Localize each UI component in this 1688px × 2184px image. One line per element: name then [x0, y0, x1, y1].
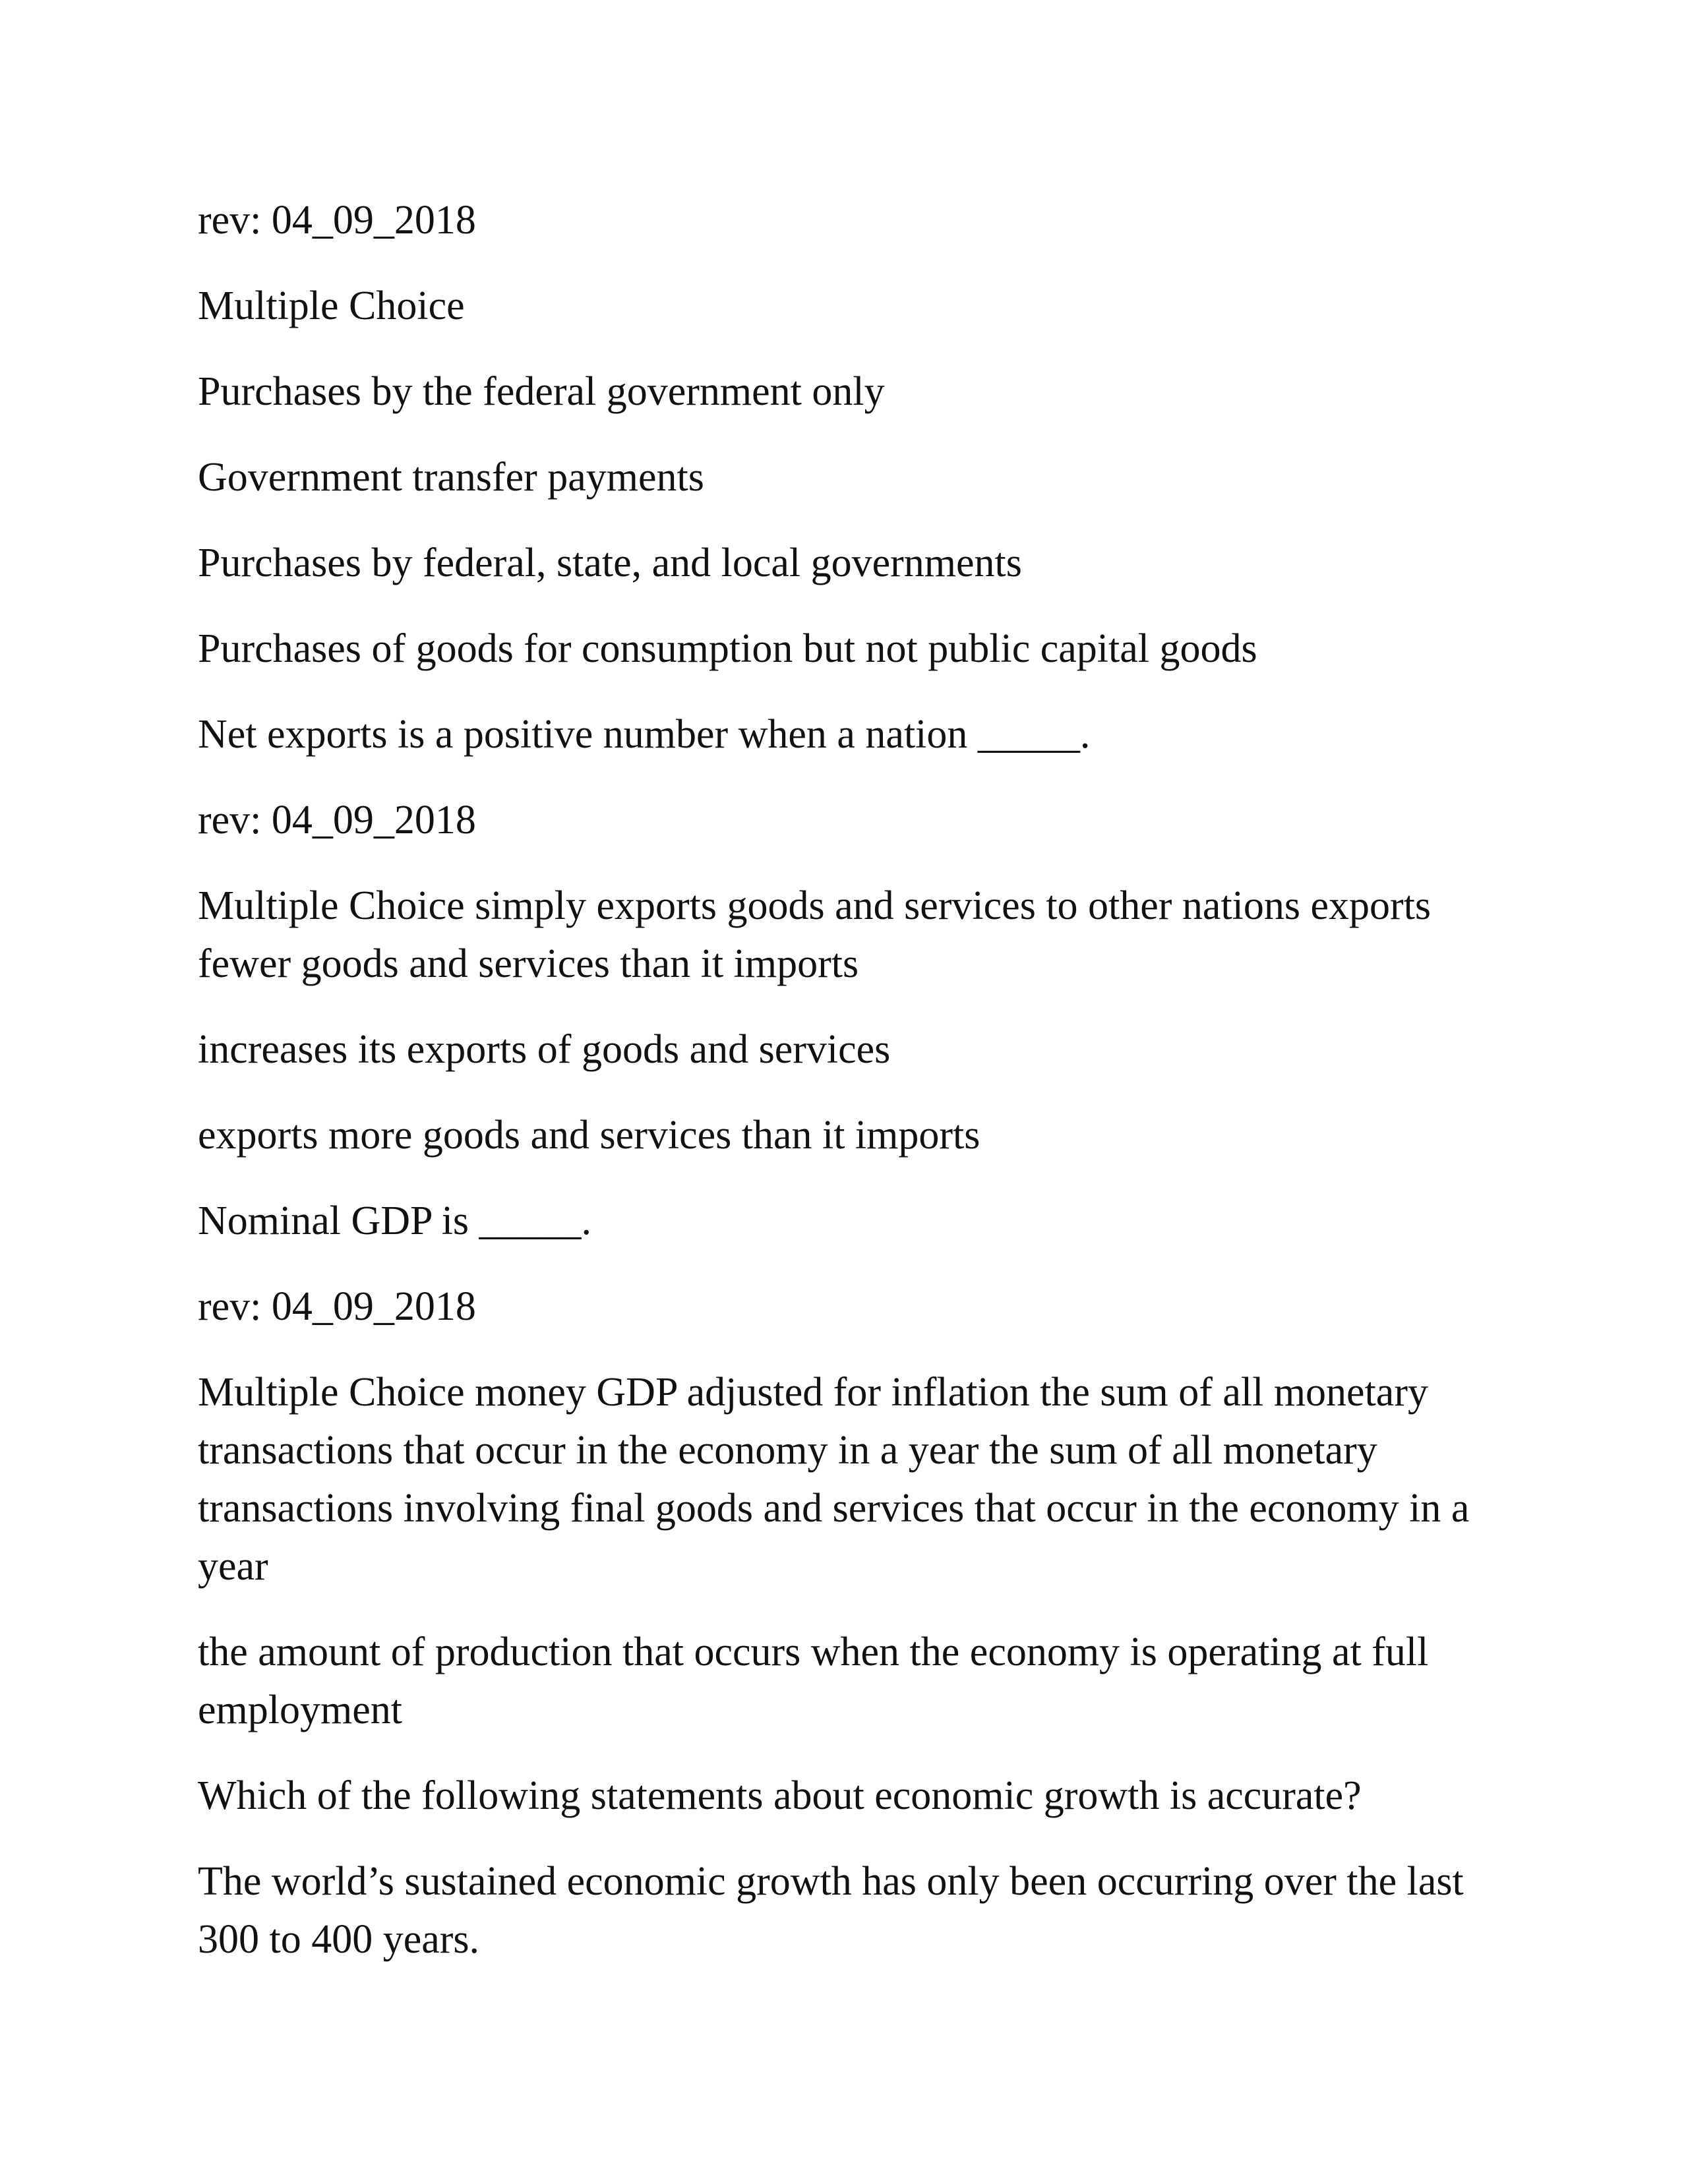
revision-line: rev: 04_09_2018: [198, 198, 476, 243]
answer-option: the amount of production that occurs when the economy is operating at full employment: [198, 1630, 1429, 1732]
question-text: Which of the following statements about economic growth is accurate?: [198, 1773, 1362, 1818]
answer-option: Purchases of goods for consumption but not public capital goods: [198, 626, 1257, 671]
answer-option: exports more goods and services than it imports: [198, 1113, 980, 1158]
question-text: Net exports is a positive number when a nation _____.: [198, 712, 1091, 757]
revision-line: rev: 04_09_2018: [198, 798, 476, 842]
document-body: [198, 191, 1490, 1996]
question-type-label: Multiple Choice: [198, 283, 465, 328]
answer-option: Purchases by federal, state, and local governments: [198, 541, 1022, 585]
answer-option: increases its exports of goods and services: [198, 1027, 891, 1072]
answer-option: Government transfer payments: [198, 455, 704, 500]
answer-option: The world’s sustained economic growth has only been occurring over the last 300 to 400 years.: [198, 1859, 1464, 1962]
question-type-with-options: Multiple Choice money GDP adjusted for inflation the sum of all monetary transactions that occur in the economy in a year the sum of all monetary transactions involving final goods and services that occur in the economy in a year: [198, 1370, 1470, 1589]
question-text: Nominal GDP is _____.: [198, 1198, 592, 1243]
revision-line: rev: 04_09_2018: [198, 1284, 476, 1329]
answer-option: Purchases by the federal government only: [198, 369, 885, 414]
question-type-with-options: Multiple Choice simply exports goods and services to other nations exports fewer goods and services than it imports: [198, 883, 1432, 986]
